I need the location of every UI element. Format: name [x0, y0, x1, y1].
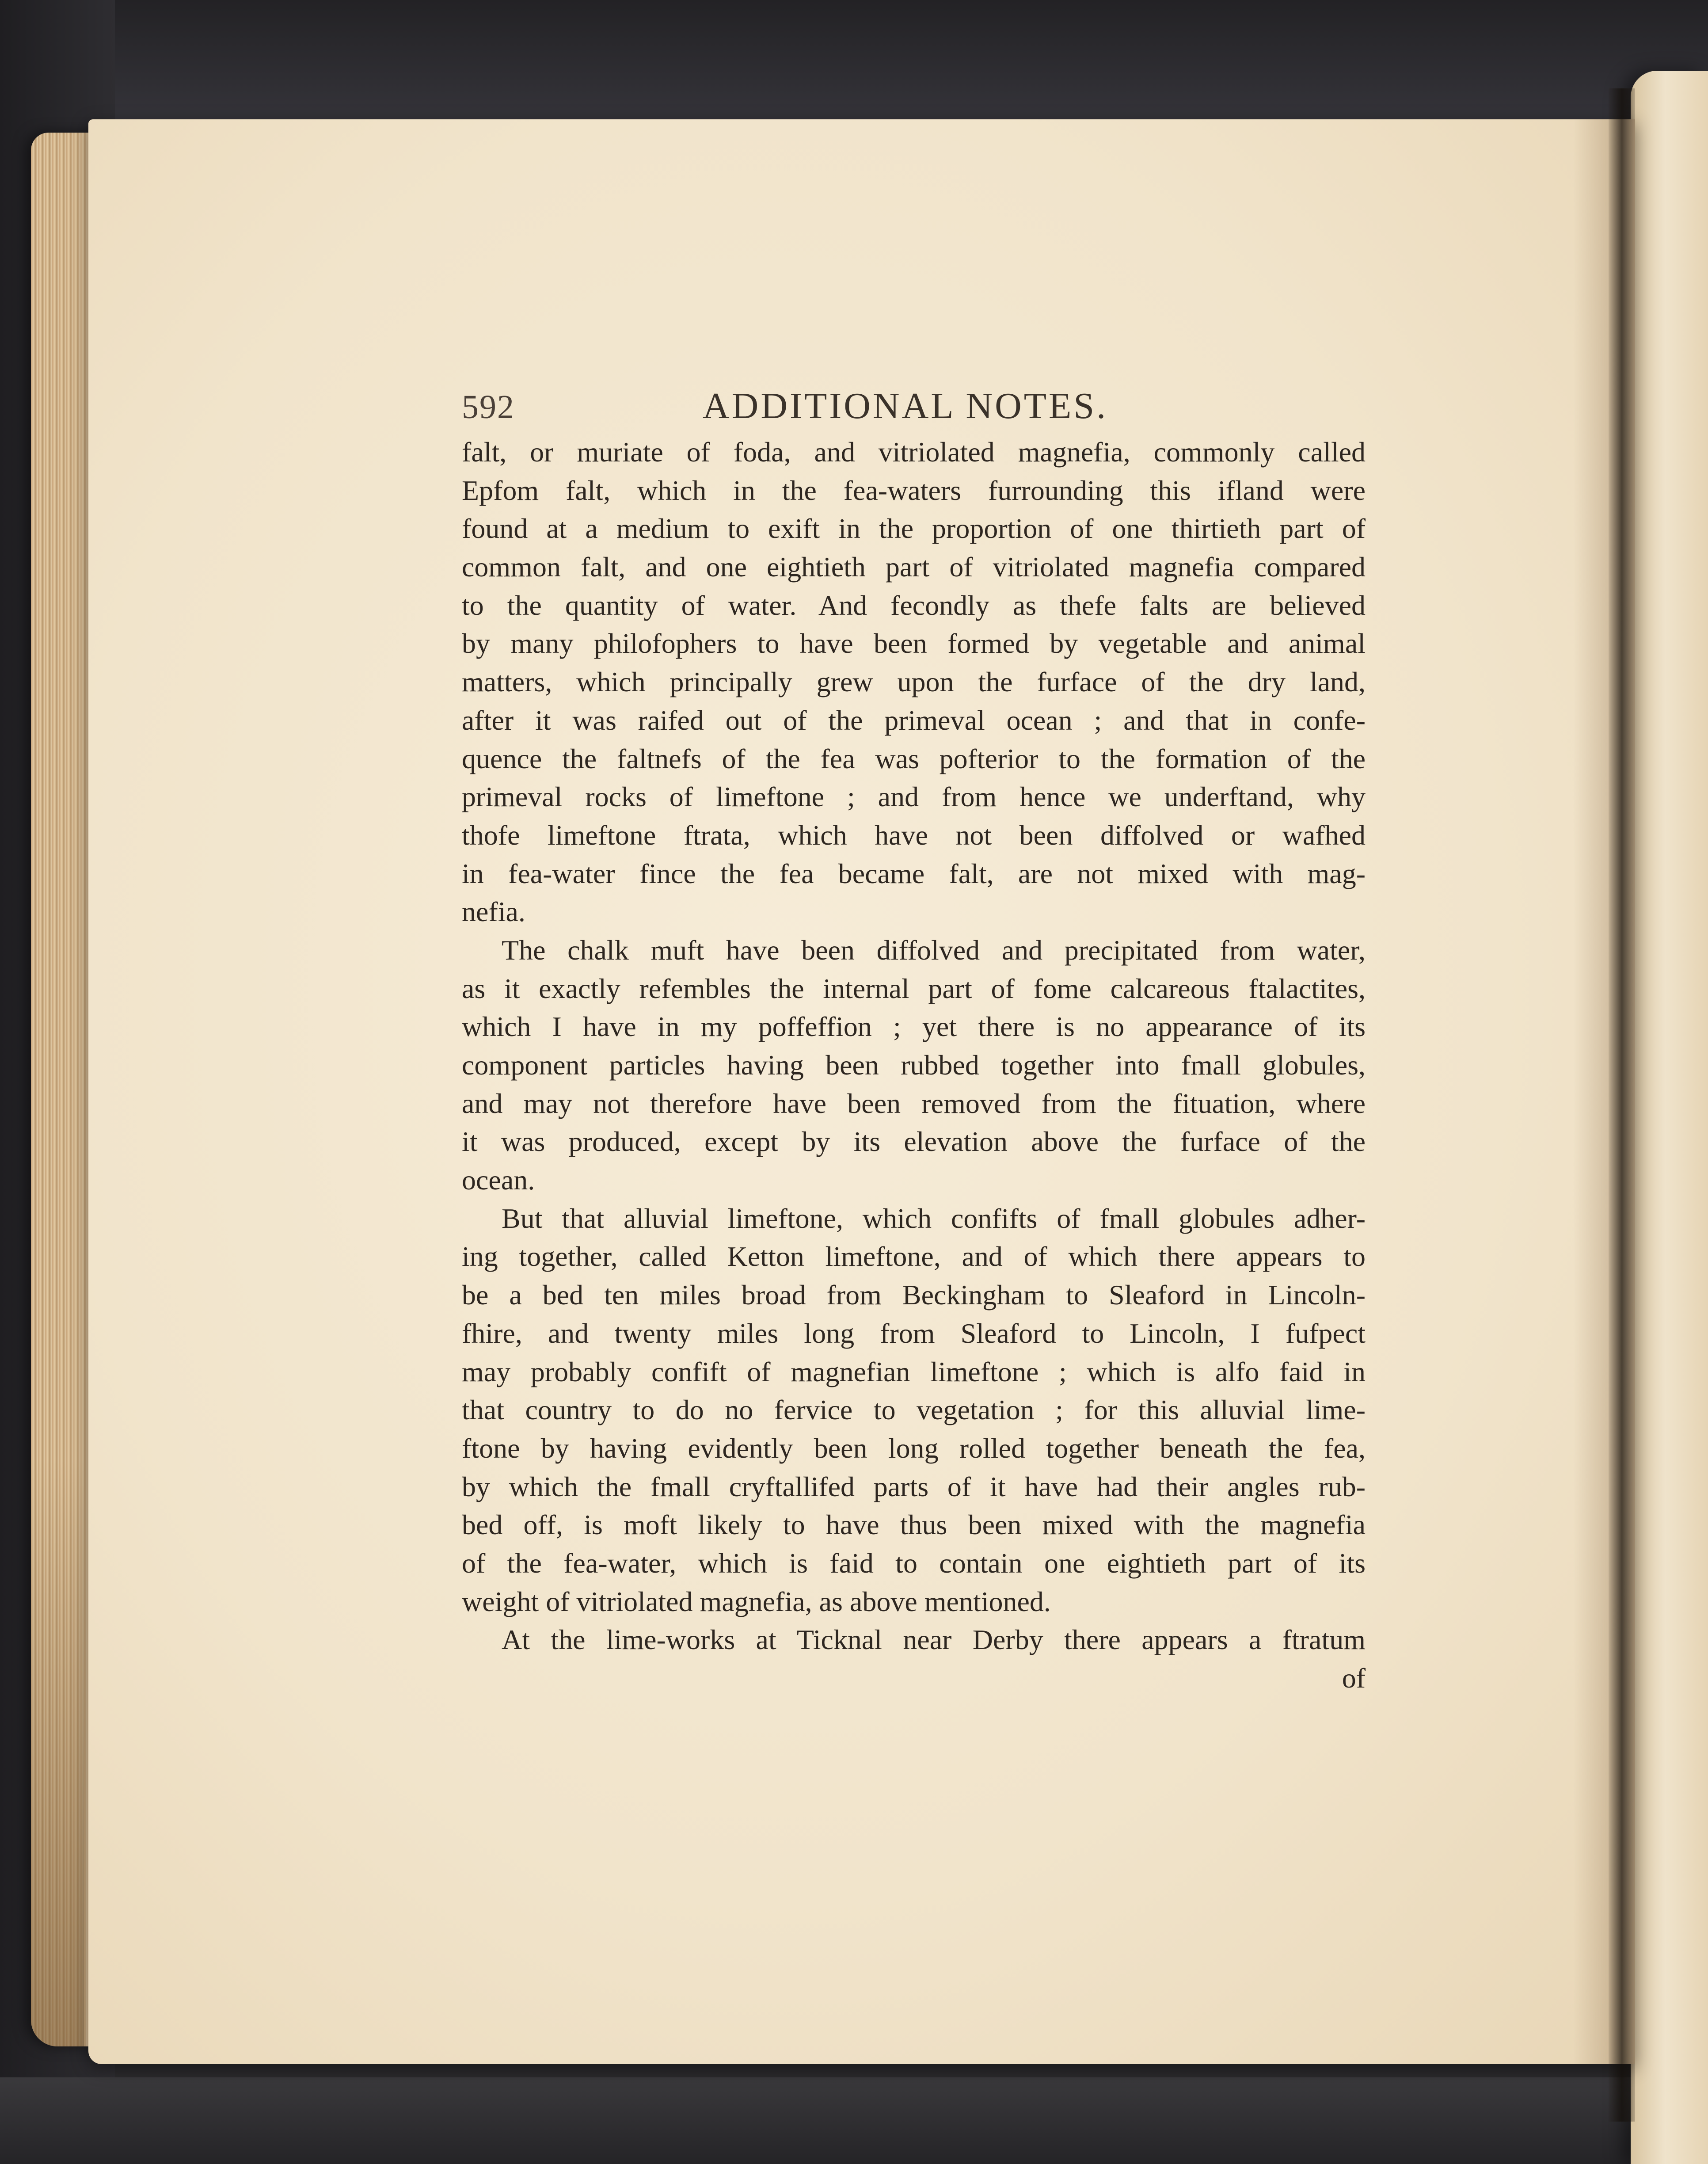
text-line: it was produced, except by its elevation above the furface of the: [462, 1126, 1366, 1158]
text-block: [462, 380, 1366, 1698]
background-top: [0, 0, 1708, 124]
text-line: quence the faltnefs of the fea was pofterior to the formation of the: [462, 743, 1366, 774]
running-title: ADDITIONAL NOTES.: [703, 385, 1108, 427]
paragraph-3: [462, 1200, 1366, 1621]
text-line: which I have in my poffeffion ; yet there is no appearance of its: [462, 1011, 1366, 1043]
text-line: by which the fmall cryftallifed parts of it have had their angles rub-: [462, 1471, 1366, 1502]
text-line: weight of vitriolated magnefia, as above mentioned.: [462, 1585, 1051, 1617]
text-line: bed off, is moft likely to have thus been mixed with the magnefia: [462, 1509, 1366, 1541]
text-line: in fea-water fince the fea became falt, are not mixed with mag-: [462, 857, 1366, 889]
text-line: matters, which principally grew upon the furface of the dry land,: [462, 666, 1366, 698]
text-line: nefia.: [462, 896, 525, 928]
text-line: may probably confift of magnefian limeftone ; which is alfo faid in: [462, 1356, 1366, 1387]
text-line: to the quantity of water. And fecondly as thefe falts are believed: [462, 589, 1366, 621]
text-line: of the fea-water, which is faid to contain one eightieth part of its: [462, 1547, 1366, 1579]
book-gutter: [1609, 88, 1635, 2122]
book-fore-edge-stain: [31, 1459, 84, 2046]
paragraph-4: [462, 1621, 1366, 1659]
text-line: Epfom falt, which in the fea-waters furrounding this ifland were: [462, 474, 1366, 506]
text-line: primeval rocks of limeftone ; and from hence we underftand, why: [462, 781, 1366, 813]
catchword: of: [1342, 1662, 1366, 1694]
paragraph-2: [462, 931, 1366, 1200]
text-line: ing together, called Ketton limeftone, and of which there appears to: [462, 1241, 1366, 1272]
text-line: ftone by having evidently been long rolled together beneath the fea,: [462, 1432, 1366, 1464]
text-line: falt, or muriate of foda, and vitriolated magnefia, commonly called: [462, 436, 1366, 468]
text-line: The chalk muft have been diffolved and precipitated from water,: [502, 934, 1366, 966]
text-line: At the lime-works at Ticknal near Derby there appears a ftratum: [502, 1624, 1366, 1656]
text-line: that country to do no fervice to vegetation ; for this alluvial lime-: [462, 1394, 1366, 1426]
text-line: ocean.: [462, 1164, 535, 1196]
text-line: by many philofophers to have been formed by vegetable and animal: [462, 628, 1366, 659]
text-line: as it exactly refembles the internal part of fome calcareous ftalactites,: [462, 972, 1366, 1004]
text-line: thofe limeftone ftrata, which have not been diffolved or wafhed: [462, 819, 1366, 851]
page-header: [462, 380, 1366, 433]
text-line: be a bed ten miles broad from Beckingham to Sleaford in Lincoln-: [462, 1279, 1366, 1311]
text-line: common falt, and one eightieth part of vitriolated magnefia compared: [462, 551, 1366, 583]
text-line: component particles having been rubbed together into fmall globules,: [462, 1049, 1366, 1081]
text-line: But that alluvial limeftone, which confifts of fmall globules adher-: [502, 1202, 1366, 1234]
paragraph-1: [462, 433, 1366, 931]
text-line: and may not therefore have been removed from the fituation, where: [462, 1087, 1366, 1119]
page-number: 592: [462, 389, 515, 426]
text-line: found at a medium to exift in the proportion of one thirtieth part of: [462, 513, 1366, 545]
text-line: after it was raifed out of the primeval ocean ; and that in confe-: [462, 704, 1366, 736]
facing-page: [1631, 71, 1708, 2164]
background-bottom: [0, 2077, 1708, 2164]
text-line: fhire, and twenty miles long from Sleaford to Lincoln, I fufpect: [462, 1317, 1366, 1349]
